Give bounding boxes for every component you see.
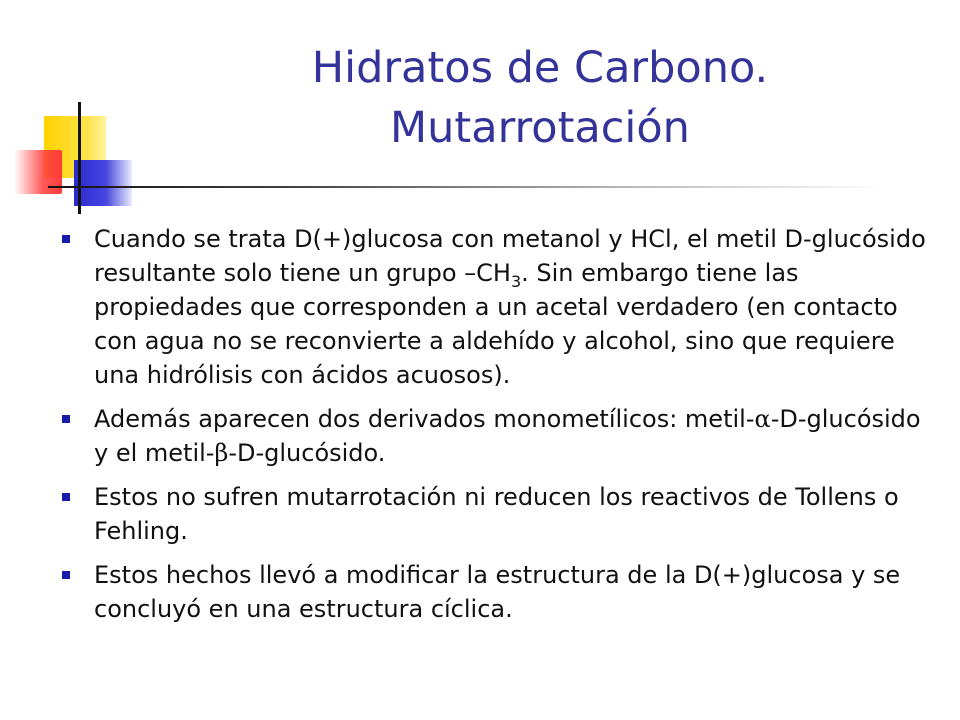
bullet-square-icon xyxy=(62,493,70,501)
bullet-list xyxy=(60,222,940,636)
title-line-1: Hidratos de Carbono. xyxy=(311,43,769,93)
bullet-item-4 xyxy=(60,558,940,626)
alpha-symbol: α xyxy=(754,405,771,433)
blue-square-decoration xyxy=(74,160,132,206)
bullet-2-text-a: Además aparecen dos derivados monometílicos: metil- xyxy=(94,405,755,433)
bullet-4-text: Estos hechos llevó a modificar la estructura de la D(+)glucosa y se concluyó en una estructura cíclica. xyxy=(94,561,901,623)
horizontal-rule xyxy=(48,186,888,188)
bullet-square-icon xyxy=(62,235,70,243)
bullet-2-text-b: -D-glucósido y el metil- xyxy=(94,405,921,467)
slide-title xyxy=(200,38,880,158)
bullet-3-text: Estos no sufren mutarrotación ni reducen los reactivos de Tollens o Fehling. xyxy=(94,483,899,545)
bullet-2-text-c: -D-glucósido. xyxy=(228,439,386,467)
bullet-item-3 xyxy=(60,480,940,548)
beta-symbol: β xyxy=(214,439,229,467)
bullet-1-text-a: Cuando se trata D(+)glucosa con metanol y HCl, el metil D-glucósido resultante solo tiene un grupo –CH xyxy=(94,225,926,287)
bullet-item-2 xyxy=(60,402,940,470)
bullet-item-1 xyxy=(60,222,940,392)
vertical-rule xyxy=(78,102,81,214)
bullet-square-icon xyxy=(62,415,70,423)
bullet-1-text-b: . Sin embargo tiene las propiedades que corresponden a un acetal verdadero (en contacto con agua no se reconvierte a aldehído y alcohol, sino que requiere una hidrólisis con ácidos acuosos). xyxy=(94,259,898,389)
bullet-square-icon xyxy=(62,571,70,579)
title-line-2: Mutarrotación xyxy=(390,103,690,153)
bullet-1-subscript: 3 xyxy=(510,271,522,291)
